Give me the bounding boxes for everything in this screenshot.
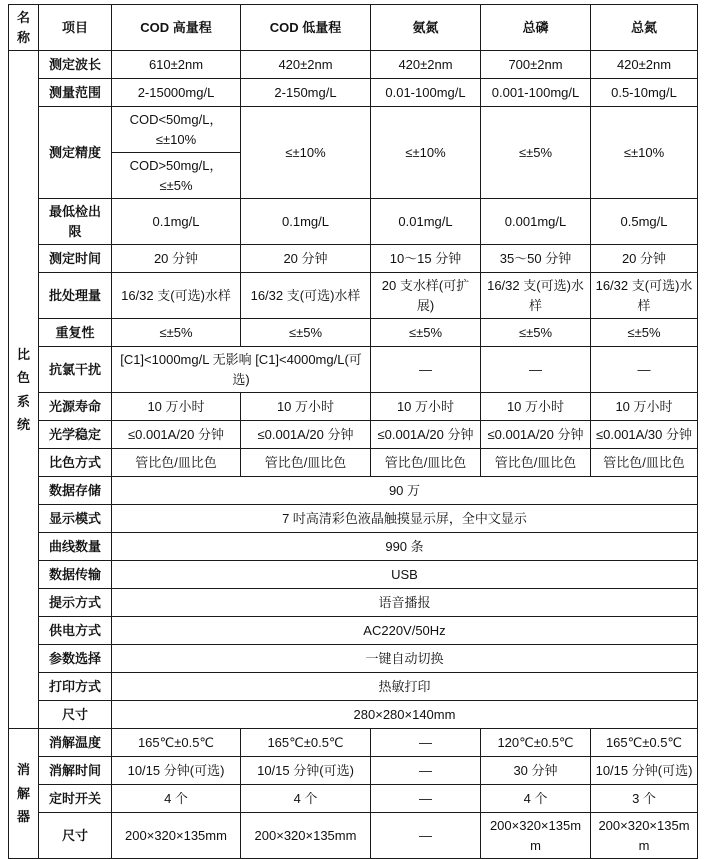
spec-value: 0.5-10mg/L [591, 79, 698, 107]
spec-value: ≤±10% [371, 107, 481, 199]
spec-value: 200×320×135mm [241, 813, 371, 859]
spec-value: ≤±10% [241, 107, 371, 199]
spec-value: 200×320×135mm [112, 813, 241, 859]
corner-header: 名称 [9, 5, 39, 51]
spec-value: 165℃±0.5℃ [241, 729, 371, 757]
spec-value: ≤0.001A/30 分钟 [591, 421, 698, 449]
row-label: 测定时间 [39, 245, 112, 273]
spec-value: 管比色/皿比色 [371, 449, 481, 477]
row-label: 尺寸 [39, 813, 112, 859]
spec-value: 700±2nm [481, 51, 591, 79]
spec-value: 10/15 分钟(可选) [112, 757, 241, 785]
spec-value: 16/32 支(可选)水样 [591, 273, 698, 319]
spec-value: 2-15000mg/L [112, 79, 241, 107]
column-header: 项目 [39, 5, 112, 51]
table-row [9, 51, 698, 79]
spec-value: 管比色/皿比色 [112, 449, 241, 477]
table-row [9, 393, 698, 421]
row-label: 抗氯干扰 [39, 347, 112, 393]
spec-value: 200×320×135mm [591, 813, 698, 859]
spec-value: 20 分钟 [591, 245, 698, 273]
spec-value: 管比色/皿比色 [481, 449, 591, 477]
row-label: 测定精度 [39, 107, 112, 199]
spec-value: — [591, 347, 698, 393]
spec-value: ≤0.001A/20 分钟 [241, 421, 371, 449]
spec-value: 4 个 [112, 785, 241, 813]
spec-table-header [9, 5, 698, 51]
table-row [9, 79, 698, 107]
table-row [9, 319, 698, 347]
spec-value: — [371, 347, 481, 393]
spec-value: ≤0.001A/20 分钟 [481, 421, 591, 449]
spec-value: 420±2nm [591, 51, 698, 79]
row-label: 供电方式 [39, 617, 112, 645]
spec-value: 2-150mg/L [241, 79, 371, 107]
spec-value: ≤±5% [481, 319, 591, 347]
row-label: 测量范围 [39, 79, 112, 107]
spec-value: 0.1mg/L [112, 199, 241, 245]
row-label: 消解温度 [39, 729, 112, 757]
table-row [9, 245, 698, 273]
row-label: 参数选择 [39, 645, 112, 673]
spec-value: 30 分钟 [481, 757, 591, 785]
spec-value: 165℃±0.5℃ [591, 729, 698, 757]
row-label: 测定波长 [39, 51, 112, 79]
spec-value: 10 万小时 [112, 393, 241, 421]
spec-value: — [371, 729, 481, 757]
spec-value: 10 万小时 [371, 393, 481, 421]
spec-value: 0.01-100mg/L [371, 79, 481, 107]
column-header: COD 低量程 [241, 5, 371, 51]
table-row [9, 673, 698, 701]
spec-value: 16/32 支(可选)水样 [112, 273, 241, 319]
spec-value: — [371, 813, 481, 859]
row-label: 定时开关 [39, 785, 112, 813]
table-row [9, 785, 698, 813]
spec-value: 0.01mg/L [371, 199, 481, 245]
row-label: 打印方式 [39, 673, 112, 701]
spec-value: 10～15 分钟 [371, 245, 481, 273]
spec-value: 热敏打印 [112, 673, 698, 701]
row-label: 比色方式 [39, 449, 112, 477]
row-label: 提示方式 [39, 589, 112, 617]
row-label: 消解时间 [39, 757, 112, 785]
row-label: 曲线数量 [39, 533, 112, 561]
spec-value: ≤±5% [481, 107, 591, 199]
spec-value: 10 万小时 [241, 393, 371, 421]
spec-value: 16/32 支(可选)水样 [481, 273, 591, 319]
spec-value: 一键自动切换 [112, 645, 698, 673]
spec-value: COD>50mg/L，≤±5% [112, 153, 241, 199]
spec-table-body [9, 51, 698, 859]
row-label: 数据传输 [39, 561, 112, 589]
table-row [9, 813, 698, 859]
spec-value: USB [112, 561, 698, 589]
spec-value: 420±2nm [371, 51, 481, 79]
section-label: 比色系统 [9, 51, 39, 729]
spec-value: — [371, 757, 481, 785]
table-row [9, 533, 698, 561]
spec-value: 610±2nm [112, 51, 241, 79]
table-row [9, 645, 698, 673]
spec-value: 语音播报 [112, 589, 698, 617]
spec-value: [C1]<1000mg/L 无影响 [C1]<4000mg/L(可选) [112, 347, 371, 393]
spec-value: — [371, 785, 481, 813]
spec-value: 4 个 [481, 785, 591, 813]
table-row [9, 561, 698, 589]
table-row [9, 729, 698, 757]
row-label: 光源寿命 [39, 393, 112, 421]
spec-value: 4 个 [241, 785, 371, 813]
spec-value: ≤±5% [241, 319, 371, 347]
table-row [9, 757, 698, 785]
spec-value: ≤±5% [371, 319, 481, 347]
spec-value: 10/15 分钟(可选) [241, 757, 371, 785]
spec-value: 35～50 分钟 [481, 245, 591, 273]
row-label: 批处理量 [39, 273, 112, 319]
spec-value: 10 万小时 [591, 393, 698, 421]
table-row [9, 107, 698, 153]
spec-value: 管比色/皿比色 [241, 449, 371, 477]
spec-value: 280×280×140mm [112, 701, 698, 729]
spec-value: COD<50mg/L，≤±10% [112, 107, 241, 153]
spec-value: AC220V/50Hz [112, 617, 698, 645]
spec-value: 3 个 [591, 785, 698, 813]
table-row [9, 273, 698, 319]
table-row [9, 477, 698, 505]
table-row [9, 589, 698, 617]
table-row [9, 449, 698, 477]
spec-value: 420±2nm [241, 51, 371, 79]
spec-value: ≤0.001A/20 分钟 [371, 421, 481, 449]
table-row [9, 505, 698, 533]
table-row [9, 701, 698, 729]
row-label: 尺寸 [39, 701, 112, 729]
row-label: 重复性 [39, 319, 112, 347]
row-label: 最低检出限 [39, 199, 112, 245]
table-row [9, 421, 698, 449]
column-header: COD 高量程 [112, 5, 241, 51]
spec-value: 0.001mg/L [481, 199, 591, 245]
spec-table [8, 4, 698, 859]
spec-value: 0.5mg/L [591, 199, 698, 245]
row-label: 光学稳定 [39, 421, 112, 449]
spec-value: 20 分钟 [241, 245, 371, 273]
column-header: 氨氮 [371, 5, 481, 51]
spec-value: 0.1mg/L [241, 199, 371, 245]
table-row [9, 617, 698, 645]
spec-value: 0.001-100mg/L [481, 79, 591, 107]
spec-value: ≤±5% [112, 319, 241, 347]
spec-value: 90 万 [112, 477, 698, 505]
section-label: 消解器 [9, 729, 39, 859]
header-row [9, 5, 698, 51]
table-row [9, 347, 698, 393]
spec-value: 20 支水样(可扩展) [371, 273, 481, 319]
spec-value: ≤0.001A/20 分钟 [112, 421, 241, 449]
table-row [9, 199, 698, 245]
spec-value: 200×320×135mm [481, 813, 591, 859]
column-header: 总氮 [591, 5, 698, 51]
spec-value: 7 吋高清彩色液晶触摸显示屏，全中文显示 [112, 505, 698, 533]
spec-value: 120℃±0.5℃ [481, 729, 591, 757]
row-label: 数据存储 [39, 477, 112, 505]
column-header: 总磷 [481, 5, 591, 51]
spec-value: 10/15 分钟(可选) [591, 757, 698, 785]
spec-value: ≤±5% [591, 319, 698, 347]
spec-value: 16/32 支(可选)水样 [241, 273, 371, 319]
spec-value: 165℃±0.5℃ [112, 729, 241, 757]
row-label: 显示模式 [39, 505, 112, 533]
spec-value: 990 条 [112, 533, 698, 561]
spec-value: 10 万小时 [481, 393, 591, 421]
spec-value: 管比色/皿比色 [591, 449, 698, 477]
spec-value: — [481, 347, 591, 393]
spec-value: ≤±10% [591, 107, 698, 199]
spec-value: 20 分钟 [112, 245, 241, 273]
